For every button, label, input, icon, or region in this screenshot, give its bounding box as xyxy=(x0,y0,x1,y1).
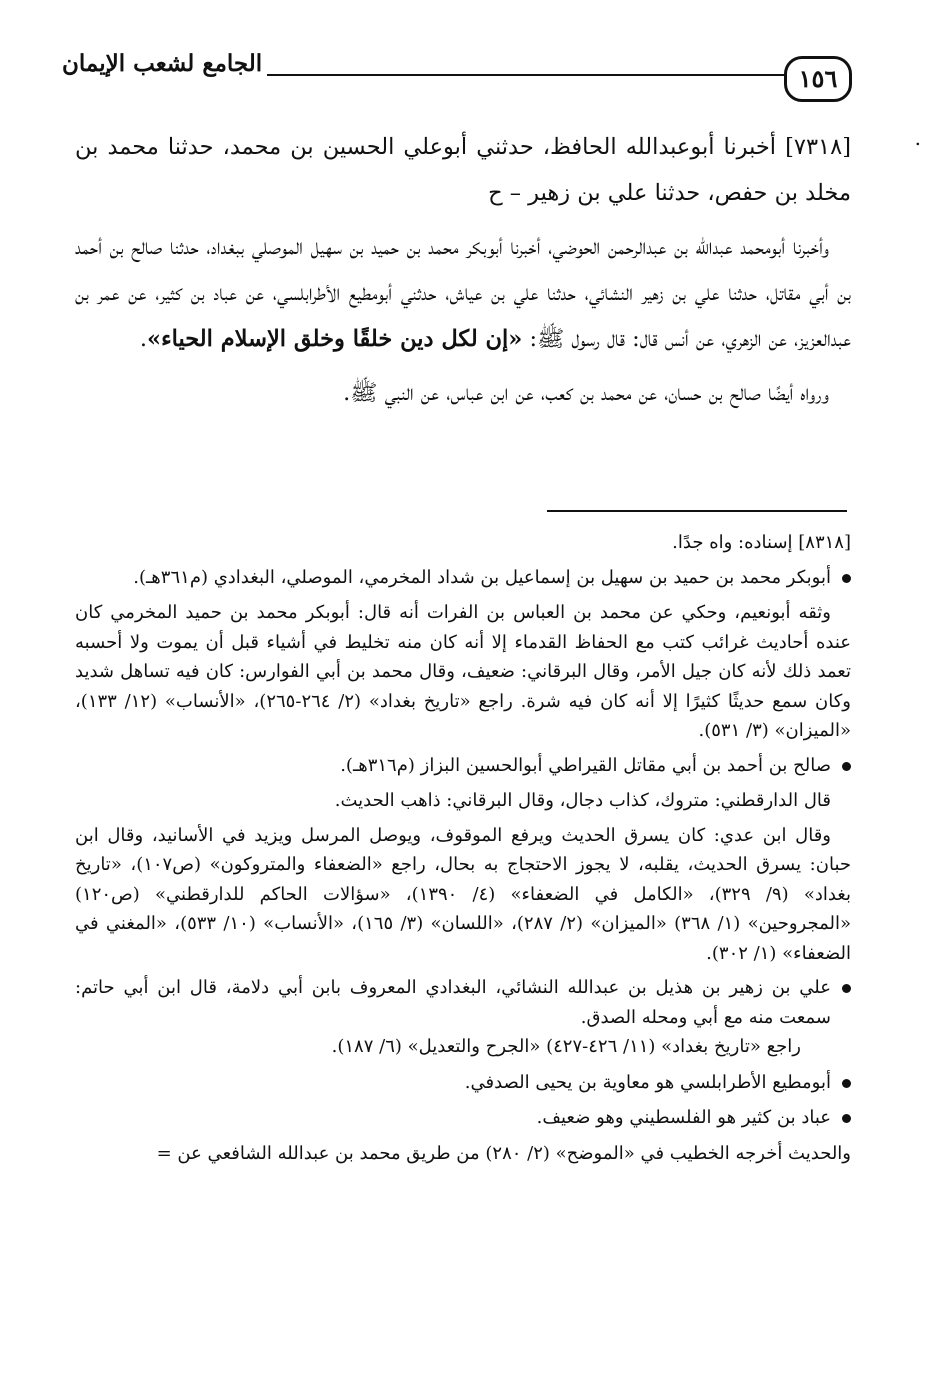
header-rule xyxy=(267,74,784,76)
hadith-chain-1: [٧٣١٨] أخبرنا أبوعبدالله الحافظ، حدثني أبوعلي الحسين بن محمد، حدثنا محمد بن مخلد بن حفص، حدثنا علي بن زهير – ح xyxy=(75,134,851,206)
bullet-icon xyxy=(842,574,851,583)
footnote-heading: [٨٣١٨] إسناده: واه جدًا. xyxy=(672,532,851,553)
footnote-divider xyxy=(547,510,847,512)
narrator-reference: راجع «تاريخ بغداد» (١١/ ٤٢٦-٤٢٧) «الجرح والتعديل» (٦/ ١٨٧). xyxy=(331,1036,801,1057)
hadith-chain-2 xyxy=(75,224,851,362)
narrator-item xyxy=(75,973,851,1062)
bullet-icon xyxy=(842,762,851,771)
bullet-icon xyxy=(842,984,851,993)
page-number: ١٥٦ xyxy=(784,56,852,102)
hadith-end-mark: . xyxy=(139,326,147,352)
margin-mark: . xyxy=(914,126,921,150)
narrator-entry: عباد بن كثير هو الفلسطيني وهو ضعيف. xyxy=(536,1107,831,1128)
footnote-continuation: والحديث أخرجه الخطيب في «الموضح» (٢/ ٢٨٠) من طريق محمد بن عبدالله الشافعي عن = xyxy=(156,1142,851,1164)
narrator-list xyxy=(75,751,851,781)
narrator-detail: قال الدارقطني: متروك، كذاب دجال، وقال البرقاني: ذاهب الحديث. xyxy=(334,790,831,811)
bullet-icon xyxy=(842,1079,851,1088)
narrator-item xyxy=(75,1103,851,1133)
narrator-list xyxy=(75,973,851,1133)
hadith-alt-narration: ورواه أيضًا صالح بن حسان، عن محمد بن كعب، عن ابن عباس، عن النبي ﷺ. xyxy=(343,380,829,406)
narrator-entry: أبومطيع الأطرابلسي هو معاوية بن يحيى الصدفي. xyxy=(464,1071,831,1093)
main-text xyxy=(75,124,851,424)
narrator-entry: صالح بن أحمد بن أبي مقاتل القيراطي أبوالحسين البزاز (م٣١٦هـ). xyxy=(340,754,831,776)
narrator-item xyxy=(75,563,851,593)
page-header xyxy=(62,48,852,108)
narrator-entry: أبوبكر محمد بن حميد بن سهيل بن إسماعيل بن شداد المخرمي، الموصلي، البغدادي (م٣٦١هـ). xyxy=(133,566,831,588)
narrator-list xyxy=(75,563,851,593)
narrator-detail: وثقه أبونعيم، وحكي عن محمد بن العباس بن الفرات أنه قال: أبوبكر محمد بن حميد المخرمي كان عنده أحاديث غرائب كتب مع الحفاظ القدماء إلا أنه كان منه تخليط في أشياء قبل أن يموت ولا أحسبه تعمد ذلك لأنه كان جيل الأمر، وقال البرقاني: ضعيف، وقال محمد بن أبي الفوارس: كان فيه تساهل شديد وكان سمع حديثًا كثيرًا إلا أنه كان فيه شرة. راجع «تاريخ بغداد» (٢/ ٢٦٤-٢٦٥)، «الأنساب» (١٢/ ١٣٣)، «الميزان» (٣/ ٥٣١). xyxy=(75,602,851,741)
narrator-item xyxy=(75,751,851,781)
running-title: الجامع لشعب الإيمان xyxy=(62,50,263,77)
bullet-icon xyxy=(842,1114,851,1123)
footnotes xyxy=(75,528,851,1173)
narrator-item xyxy=(75,1068,851,1098)
narrator-entry: علي بن زهير بن هذيل بن عبدالله النشائي، البغدادي المعروف بابن أبي دلامة، قال ابن أبي حاتم: سمعت منه مع أبي ومحله الصدق. xyxy=(75,977,831,1028)
hadith-chain-text: وأخبرنا أبومحمد عبدالله بن عبدالرحمن الحوضي، أخبرنا أبوبكر محمد بن حميد بن سهيل الموصلي ببغداد، حدثنا صالح بن أحمد بن أبي مقاتل، حدثنا علي بن زهير النشائي، حدثنا علي بن عياش، حدثني أبومطيع الأطرابلسي، عن عباد بن كثير، عن عمر بن عبدالعزيز، عن الزهري، عن أنس قال: قال رسول ﷺ: xyxy=(75,234,851,352)
hadith-quote: «إن لكل دين خلقًا وخلق الإسلام الحياء» xyxy=(147,326,523,352)
narrator-detail: وقال ابن عدي: كان يسرق الحديث ويرفع الموقوف، ويوصل المرسل ويزيد في الأسانيد، وقال ابن حبان: يسرق الحديث، يقلبه، لا يجوز الاحتجاج به بحال، راجع «الضعفاء والمتروكون» (ص١٠٧)، «تاريخ بغداد» (٩/ ٣٢٩)، «الكامل في الضعفاء» (٤/ ١٣٩٠)، «سؤالات الحاكم للدارقطني» (ص١٢٠) «المجروحين» (١/ ٣٦٨) «الميزان» (٢/ ٢٨٧)، «اللسان» (٣/ ١٦٥)، «الأنساب» (١٠/ ٥٣٣)، «المغني في الضعفاء» (١/ ٣٠٢). xyxy=(75,824,852,964)
